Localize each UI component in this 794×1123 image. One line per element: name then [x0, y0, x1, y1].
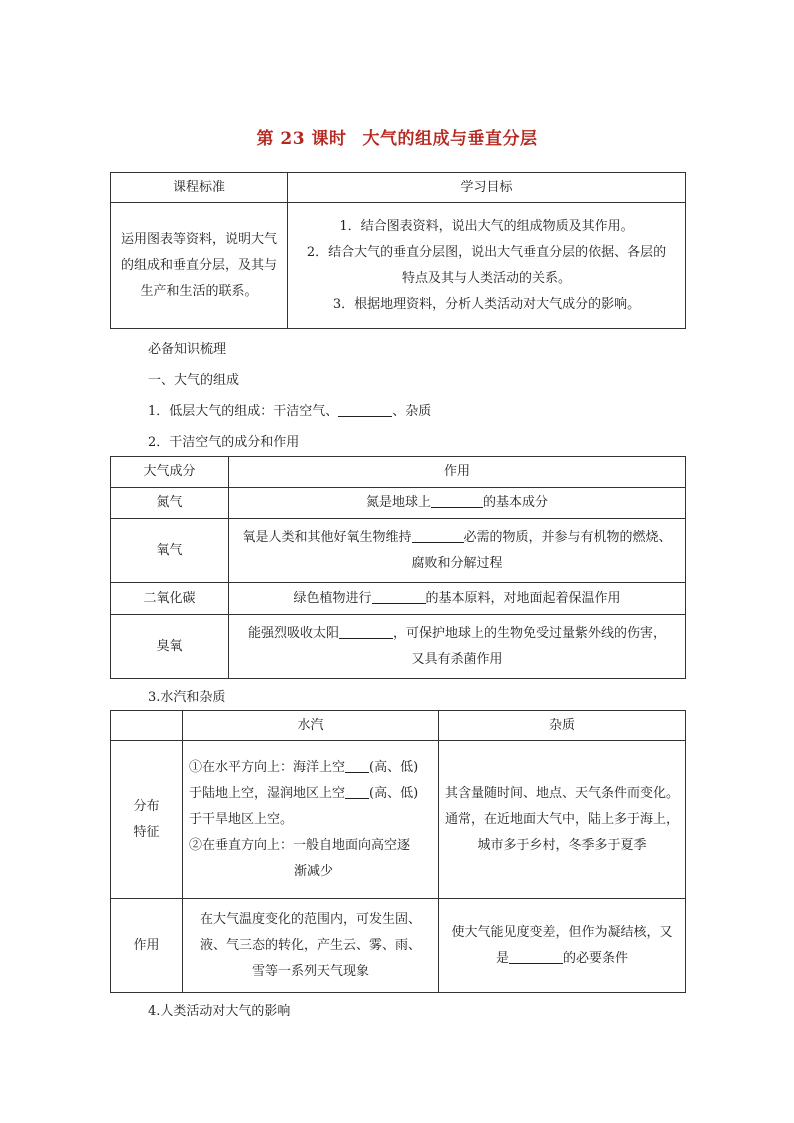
impurity-distribution	[439, 741, 686, 899]
row-label-distribution	[111, 741, 183, 899]
text: 必需的物质，并参与有机物的燃烧、	[463, 529, 672, 545]
text: 使大气能见度变差，但作为凝结核，又	[451, 924, 673, 940]
text: 的基本原料，对地面起着保温作用	[425, 590, 621, 606]
text: 氧是人类和其他好氧生物维持	[242, 529, 412, 545]
fill-blank[interactable]	[338, 402, 392, 417]
goal-line: 2．结合大气的垂直分层图，说出大气垂直分层的依据、各层的	[306, 244, 667, 260]
text: 又具有杀菌作用	[411, 651, 503, 667]
text: 于陆地上空，湿润地区上空	[189, 785, 346, 801]
text: 渐减少	[293, 863, 333, 879]
component-function	[229, 488, 686, 519]
component-name: 臭氧	[111, 615, 229, 679]
text: ②在垂直方向上：一般自地面向高空逐	[189, 837, 411, 853]
component-function	[229, 615, 686, 679]
header-function: 作用	[229, 457, 686, 488]
fill-blank[interactable]	[345, 784, 369, 799]
vapor-distribution	[183, 741, 439, 899]
page-title	[0, 124, 794, 149]
standards-table	[110, 172, 686, 329]
text: 通常，在近地面大气中，陆上多于海上，	[444, 811, 679, 827]
text: (高、低)	[369, 785, 419, 801]
fill-blank[interactable]	[345, 758, 369, 773]
goals-cell	[288, 203, 686, 329]
component-name: 氧气	[111, 519, 229, 583]
section-heading: 必备知识梳理	[148, 342, 227, 357]
text: 绿色植物进行	[293, 590, 372, 606]
component-function	[229, 519, 686, 583]
header-component: 大气成分	[111, 457, 229, 488]
header-standard: 课程标准	[111, 173, 288, 203]
header-empty	[111, 711, 183, 741]
goal-line: 1．结合图表资料，说出大气的组成物质及其作用。	[339, 218, 634, 234]
fill-blank[interactable]	[431, 493, 483, 508]
text: 城市多于乡村，冬季多于夏季	[477, 837, 647, 853]
text: 在大气温度变化的范围内，可发生固、	[199, 911, 421, 927]
text: 于干旱地区上空。	[189, 811, 294, 827]
vapor-function	[183, 899, 439, 993]
text: 腐败和分解过程	[411, 555, 503, 571]
item-3: 3.水汽和杂质	[148, 690, 226, 705]
text: ①在水平方向上：海洋上空	[189, 759, 346, 775]
fill-blank[interactable]	[509, 949, 563, 964]
item-1	[148, 400, 431, 419]
fill-blank[interactable]	[372, 589, 426, 604]
standard-line: 生产和生活的联系。	[140, 283, 258, 299]
text: 能强烈吸收太阳	[247, 625, 339, 641]
components-table	[110, 456, 686, 679]
text: 的必要条件	[563, 950, 629, 966]
text: 氮是地球上	[365, 495, 431, 510]
fill-blank[interactable]	[339, 624, 393, 639]
header-goals: 学习目标	[288, 173, 686, 203]
component-name: 氮气	[111, 488, 229, 519]
item-4: 4.人类活动对大气的影响	[148, 1004, 291, 1019]
item-2: 2．干洁空气的成分和作用	[148, 435, 300, 450]
standard-line: 的组成和垂直分层，及其与	[120, 257, 277, 273]
component-function	[229, 583, 686, 615]
header-impurity: 杂质	[439, 711, 686, 741]
text: 分布	[133, 798, 160, 814]
item-1-text: 1．低层大气的组成：干洁空气、	[148, 404, 339, 419]
vapor-impurity-table	[110, 710, 686, 993]
impurity-function	[439, 899, 686, 993]
fill-blank[interactable]	[412, 528, 464, 543]
text: 液、气三态的转化，产生云、雾、雨、	[199, 937, 421, 953]
standard-line: 运用图表等资料，说明大气	[120, 231, 277, 247]
text: 其含量随时间、地点、天气条件而变化。	[444, 785, 679, 801]
goal-line: 特点及其与人类活动的关系。	[401, 270, 571, 286]
text: (高、低)	[369, 759, 419, 775]
text: 是	[495, 950, 509, 966]
text: 的基本成分	[483, 495, 549, 510]
lesson-number: 第 23 课时	[256, 129, 347, 149]
text: ，可保护地球上的生物免受过量紫外线的伤害，	[393, 625, 667, 641]
lesson-topic: 大气的组成与垂直分层	[362, 129, 538, 149]
item-1-text-end: 、杂质	[392, 404, 432, 419]
part-heading: 一、大气的组成	[148, 373, 240, 388]
component-name: 二氧化碳	[111, 583, 229, 615]
text: 雪等一系列天气现象	[251, 963, 369, 979]
header-vapor: 水汽	[183, 711, 439, 741]
row-label-function: 作用	[111, 899, 183, 993]
goal-line: 3．根据地理资料，分析人类活动对大气成分的影响。	[332, 296, 641, 312]
standard-cell	[111, 203, 288, 329]
text: 特征	[133, 824, 160, 840]
